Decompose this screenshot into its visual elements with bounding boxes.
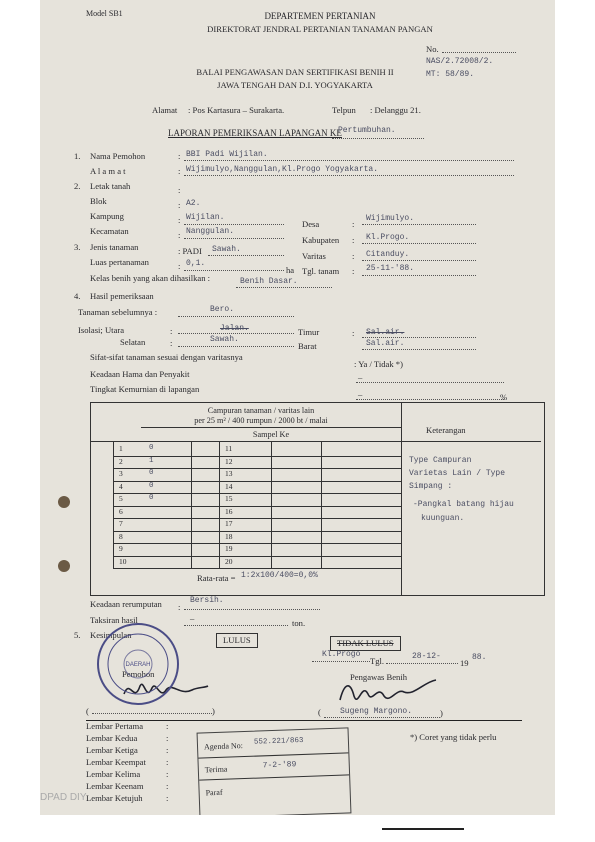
ha-label: ha [286, 265, 295, 275]
utara-line [178, 333, 294, 334]
no-value-2: MT: 58/89. [426, 70, 475, 79]
kabupaten-line [362, 243, 476, 244]
kecamatan-label: Kecamatan [90, 226, 129, 236]
table-row-line [113, 506, 401, 507]
sample-number: 18 [225, 531, 233, 541]
colon: : [178, 230, 181, 240]
lembar-item: Lembar Keenam [86, 781, 144, 791]
alamat-line [184, 175, 514, 176]
sample-number: 17 [225, 519, 233, 528]
hama-label: Keadaan Hama dan Penyakit [90, 369, 190, 379]
item-number-3: 3. [74, 242, 81, 252]
note-5: kuunguan. [421, 514, 465, 523]
paraf-label: Paraf [205, 787, 223, 798]
stamp-line [198, 752, 348, 758]
murni-line [356, 399, 504, 400]
kecamatan-value: Nanggulan. [186, 227, 235, 236]
watermark: DPAD DIY [40, 792, 87, 803]
varitas-label: Varitas [302, 251, 326, 261]
timur-value: Sal.air. [366, 328, 405, 337]
tgl-tanam-line [362, 275, 476, 276]
sample-number: 12 [225, 456, 233, 466]
terima-label: Terima [204, 764, 228, 775]
jenis-label: Jenis tanaman [90, 242, 139, 252]
sample-number: 14 [225, 481, 233, 491]
murni-label: Tingkat Kemurnian di lapangan [90, 384, 200, 394]
sample-number: 3 [119, 469, 123, 478]
taksiran-label: Taksiran hasil [90, 615, 138, 625]
colon: : [178, 166, 181, 176]
pengawas-signature [332, 676, 442, 710]
balai-line-2: JAWA TENGAH DAN D.I. YOGYAKARTA [217, 80, 373, 90]
luas-value: 0,1. [186, 259, 206, 268]
table-head-3: Sampel Ke [252, 430, 290, 439]
sebelum-value: Bero. [210, 305, 235, 314]
keterangan-label: Keterangan [426, 425, 466, 435]
pengawas-label: Pengawas Benih [350, 672, 408, 682]
lembar-item: Lembar Ketujuh [86, 793, 143, 803]
sifat-label: Sifat-sifat tanaman sesuai dengan varitasnya [90, 352, 243, 362]
sample-value: 0 [149, 494, 154, 502]
sample-number: 19 [225, 544, 233, 553]
kampung-line [184, 224, 284, 225]
selatan-label: Selatan [120, 337, 146, 347]
colon: : [166, 733, 169, 743]
stamp-line [199, 774, 349, 780]
table-row-line [113, 493, 401, 494]
lembar-item: Lembar Ketiga [86, 745, 138, 755]
desa-label: Desa [302, 219, 320, 229]
blok-label: Blok [90, 196, 107, 206]
title-line [332, 138, 424, 139]
colon: : [166, 769, 169, 779]
place-value: Kl.Progo [322, 650, 361, 659]
paren: ( [318, 707, 321, 717]
separator-line [86, 720, 522, 721]
lembar-item: Lembar Keempat [86, 757, 146, 767]
kelas-value: Benih Dasar. [240, 277, 298, 286]
kampung-value: Wijilan. [186, 213, 225, 222]
luas-line [184, 270, 284, 271]
table-line [141, 427, 401, 428]
hasil-label: Hasil pemeriksaan [90, 291, 154, 301]
ton-label: ton. [292, 618, 306, 628]
lembar-item: Lembar Pertama [86, 721, 144, 731]
footer-bar [382, 828, 464, 830]
colon: : [178, 261, 181, 271]
seal-text: DAERAH [125, 662, 151, 668]
colon: : [166, 793, 169, 803]
selatan-line [178, 346, 294, 347]
table-row-line [113, 556, 401, 557]
tidak-lulus-box: TIDAK LULUS [330, 636, 401, 651]
nama-value: BBI Padi Wijilan. [186, 150, 268, 159]
sample-number: 11 [225, 444, 233, 453]
kelas-label: Kelas benih yang akan dihasilkan : [90, 273, 211, 283]
note-3: Simpang : [409, 482, 453, 491]
pengawas-name: Sugeng Margono. [340, 707, 413, 716]
no-label: No. [426, 44, 439, 54]
paren: ) [212, 706, 215, 716]
telpun-value: : Delanggu 21. [370, 105, 421, 115]
header-line-1: DEPARTEMEN PERTANIAN [264, 11, 376, 21]
punch-hole [58, 560, 70, 572]
balai-line-1: BALAI PENGAWASAN DAN SERTIFIKASI BENIH II [196, 67, 394, 77]
jenis-value-2: Sawah. [212, 245, 241, 254]
kabupaten-label: Kabupaten [302, 235, 340, 245]
sample-number: 9 [119, 544, 123, 553]
colon: : [352, 328, 355, 338]
table-row-line [113, 468, 401, 469]
tgl-tanam-label: Tgl. tanam [302, 266, 340, 276]
rata-value: 1:2x100/400=0,0% [241, 571, 318, 580]
kesimpulan-label: Kesimpulan [90, 630, 132, 640]
colon: : [166, 781, 169, 791]
year-value: 88. [472, 653, 487, 662]
item-number-2: 2. [74, 181, 81, 191]
sample-number: 20 [225, 556, 233, 566]
item-number-4: 4. [74, 291, 81, 301]
report-title: LAPORAN PEMERIKSAAN LAPANGAN KE [168, 128, 342, 138]
sample-value: 0 [149, 469, 154, 477]
table-row-line [113, 543, 401, 544]
pengawas-sign-line [324, 717, 440, 718]
table-row-line [113, 518, 401, 519]
jenis-line [208, 255, 284, 256]
table-row-line [113, 531, 401, 532]
tgl-tanam-value: 25-11-'88. [366, 264, 415, 273]
kecamatan-line [184, 238, 284, 239]
barat-value: Sal.air. [366, 339, 405, 348]
sample-value: 0 [149, 444, 154, 452]
luas-label: Luas pertanaman [90, 257, 149, 267]
lembar-item: Lembar Kelima [86, 769, 141, 779]
rata-label: Rata-rata = [197, 573, 236, 583]
item-number-5: 5. [74, 630, 81, 640]
desa-value: Wijimulyo. [366, 214, 415, 223]
barat-line [362, 349, 476, 350]
footnote: *) Coret yang tidak perlu [410, 732, 497, 742]
colon: : [170, 326, 173, 336]
keterangan-divider [401, 403, 402, 595]
pemohon-sign-line [92, 713, 212, 714]
taksiran-line [184, 625, 288, 626]
item-number-1: 1. [74, 151, 81, 161]
sample-number: 4 [119, 481, 123, 491]
agenda-no-value: 552.221/863 [253, 736, 304, 747]
sifat-value: : Ya / Tidak *) [354, 359, 403, 369]
telpun-label: Telpun [332, 105, 356, 115]
colon: : [166, 745, 169, 755]
tgl-label: Tgl. [370, 656, 385, 666]
no-line [442, 52, 516, 53]
colon: : [352, 235, 355, 245]
kampung-label: Kampung [90, 211, 124, 221]
note-4: -Pangkal batang hijau [413, 500, 514, 509]
table-row-line [113, 481, 401, 482]
table-row-line [113, 456, 401, 457]
nama-line [184, 160, 514, 161]
model-label: Model SB1 [86, 9, 123, 18]
barat-label: Barat [298, 341, 317, 351]
blok-value: A2. [186, 199, 201, 208]
sample-value: 1 [149, 456, 154, 465]
sample-number: 16 [225, 506, 233, 516]
kabupaten-value: Kl.Progo. [366, 233, 410, 242]
isolasi-label: Isolasi; Utara [78, 325, 125, 335]
colon: : [178, 215, 181, 225]
taksiran-value: – [190, 613, 195, 623]
sample-number: 15 [225, 494, 233, 503]
agenda-stamp [197, 727, 352, 815]
alamat-value: : Pos Kartasura – Surakarta. [188, 105, 285, 115]
official-seal-icon [94, 620, 182, 708]
lulus-box: LULUS [216, 633, 258, 648]
document-page [40, 0, 555, 815]
sample-value: 0 [149, 481, 154, 490]
date-value: 28-12- [412, 652, 441, 661]
date-line [386, 663, 458, 664]
colon: : [178, 185, 181, 195]
nama-label: Nama Pemohon [90, 151, 146, 161]
sample-number: 7 [119, 519, 123, 528]
letak-label: Letak tanah [90, 181, 131, 191]
colon: : [166, 757, 169, 767]
utara-value: Jalan. [220, 324, 249, 333]
sample-number: 8 [119, 531, 123, 541]
sample-table [90, 402, 545, 596]
colon: : [178, 200, 181, 210]
varitas-line [362, 260, 476, 261]
table-head-2: per 25 m² / 400 rumpun / 2000 bt / malai [194, 416, 328, 425]
report-title-value: Pertumbuhan. [338, 126, 396, 135]
lembar-item: Lembar Kedua [86, 733, 138, 743]
hama-value: – [358, 372, 363, 382]
sample-number: 2 [119, 456, 123, 466]
table-line [91, 441, 541, 442]
sample-number: 10 [119, 556, 127, 566]
colon: : [352, 219, 355, 229]
header-line-2: DIREKTORAT JENDRAL PERTANIAN TANAMAN PANGAN [207, 24, 433, 34]
pemohon-label: Pemohon [122, 669, 155, 679]
hama-line [356, 382, 504, 383]
note-1: Type Campuran [409, 456, 472, 465]
sebelum-line [178, 316, 294, 317]
sample-number: 5 [119, 494, 123, 503]
rumput-label: Keadaan rerumputan [90, 599, 162, 609]
rumput-line [184, 609, 320, 610]
timur-label: Timur [298, 327, 320, 337]
murni-value: – [358, 389, 363, 399]
table-head-1: Campuran tanaman / varitas lain [207, 406, 315, 415]
colon: : [352, 251, 355, 261]
alamat-field-label: A l a m a t [90, 166, 126, 176]
colon: : [352, 266, 355, 276]
varitas-value: Citanduy. [366, 250, 410, 259]
table-row-line [113, 568, 401, 569]
note-2: Varietas Lain / Type [409, 469, 506, 478]
place-line [312, 661, 370, 662]
colon: : [178, 151, 181, 161]
paren: ( [86, 706, 89, 716]
paren: ) [440, 708, 443, 718]
timur-line [362, 337, 476, 338]
year-prefix: 19 [460, 658, 469, 668]
agenda-no-label: Agenda No: [203, 741, 244, 752]
colon: : [166, 721, 169, 731]
punch-hole [58, 496, 70, 508]
no-value-1: NAS/2.72008/2. [426, 57, 494, 66]
percent-label: % [500, 392, 508, 402]
jenis-value: : PADI [178, 246, 202, 256]
selatan-value: Sawah. [210, 335, 239, 344]
colon: : [178, 602, 181, 612]
rumput-value: Bersih. [190, 596, 224, 605]
alamat-field-value: Wijimulyo,Nanggulan,Kl.Progo Yogyakarta. [186, 165, 379, 174]
kelas-line [236, 287, 332, 288]
sample-number: 6 [119, 506, 123, 516]
sample-number: 1 [119, 444, 123, 453]
terima-value: 7-2-'89 [262, 760, 297, 771]
sebelum-label: Tanaman sebelumnya : [78, 307, 158, 317]
sample-number: 13 [225, 469, 233, 478]
colon: : [170, 338, 173, 348]
alamat-label: Alamat [152, 105, 178, 115]
desa-line [362, 224, 476, 225]
